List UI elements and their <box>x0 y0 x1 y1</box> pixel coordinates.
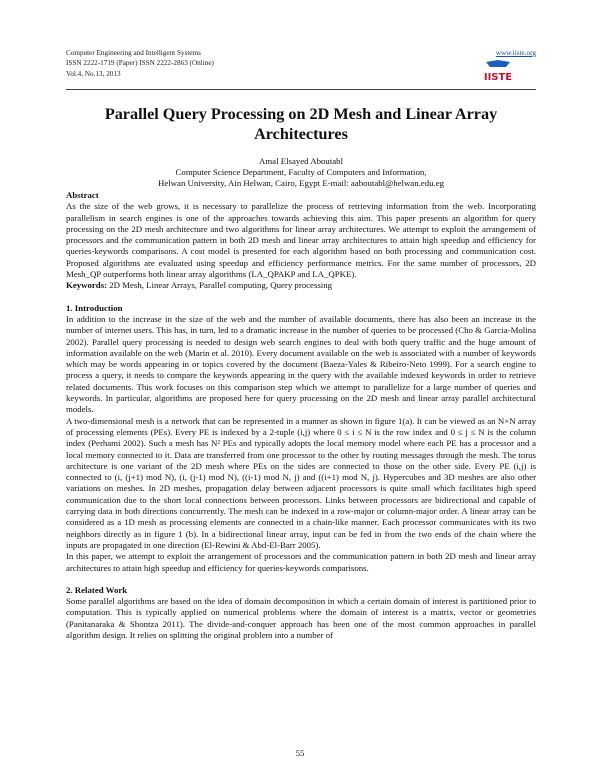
section-1-paragraph-3: In this paper, we attempt to exploit the arrangement of processors and the communication pattern in both 2D mesh and linear array architectures to attain high speedup and efficiency for queries-keywords comparisons. <box>66 551 536 573</box>
author-block <box>66 156 536 190</box>
paper-body <box>66 190 536 641</box>
volume-line: Vol.4, No.13, 2013 <box>66 69 121 78</box>
section-1-paragraph-2: A two-dimensional mesh is a network that can be represented in a manner as shown in figure 1(a). It can be viewed as an N×N array of processing elements (PEs). Every PE is indexed by a 2-tuple (i,j) where 0 ≤ i ≤ N is the row index and 0 ≤ j ≤ N is the column index (Perhami 2002). Such a mesh has N² PEs and typically adopts the local memory model where each PE has a processor and a local memory connected to it. Data are transferred from one processor to the other by routing messages through the mesh. The torus architecture is one variant of the 2D mesh where PEs on the sides are connected to those on the other side. Every PE (i,j) is connected to (i, (j+1) mod N), (i, (j-1) mod N), ((i-1) mod N, j) and ((i+1) mod N, j). Hypercubes and 3D meshes are also other variations on meshes. In 2D meshes, propagation delay between adjacent processors is quite small which facilitates high speed communication due to the short local connections between processors. Links between processors are bidirectional and capable of carrying data in both directions concurrently. The mesh can be indexed in a row-major or column-major order. A linear array can be considered as a 1D mesh as processing elements are connected in a chain-like manner. Each processor communicates with its two neighbors directly as in figure 1 (b). In a bidirectional linear array, input can be fed in from the two ends of the chain where the inputs are propagated in one direction (El-Rewini & Abd-El-Barr 2005). <box>66 415 536 550</box>
section-1-heading: 1. Introduction <box>66 302 123 313</box>
abstract-heading: Abstract <box>66 190 99 200</box>
section-2-heading: 2. Related Work <box>66 584 128 595</box>
abstract-text: As the size of the web grows, it is necessary to parallelize the process of retrieving information from the web. Incorporating parallelism in search engines is one of the approaches towards achieving this aim. This paper presents an algorithm for query processing on the 2D mesh architecture and two algorithms for linear array architectures. We attempt to exploit the arrangement of processors and the communication pattern in both 2D mesh and linear array architectures to attain high speedup and efficiency for queries-keywords comparisons. A cost model is presented for each algorithm based on both processing and communication cost. Proposed algorithms are evaluated using speedup and efficiency performance metrics. For the same number of processors, 2D Mesh_QP outperforms both linear array algorithms (LA_QPAKP and LA_QPKE). <box>66 201 536 280</box>
header-divider <box>66 89 536 90</box>
paper-title: Parallel Query Processing on 2D Mesh and Linear Array Architectures <box>104 105 498 143</box>
keywords-label: Keywords: <box>66 280 108 291</box>
journal-name: Computer Engineering and Intelligent Systems <box>66 49 201 57</box>
section-1-paragraph-1: In addition to the increase in the size of the web and the number of available documents, there has also been an increase in the number of internet users. This has, in turn, led to a dramatic increase in the number of queries to be processed (Cho & Garcia-Molina 2002). Parallel query processing is needed to design web search engines to deal with both query traffic and the huge amount of information available on the web (Marin et al. 2010). Every document available on the web is associated with a number of keywords which may be words appearing in or topics covered by the document (Baeza-Yales & Ribeiro-Neto 1999). For a search engine to process a query, it needs to compare the keywords appearing in the query with the available indexed keywords in order to retrieve related documents. This work focuses on this comparison step which we attempt to parallelize for a large number of queries and keywords. In particular, algorithms are proposed here for query processing on the 2D mesh and linear array parallel architectural models. <box>66 313 536 415</box>
issn-line: ISSN 2222-1719 (Paper) ISSN 2222-2863 (Online) <box>66 59 214 68</box>
author-affiliation-1: Computer Science Department, Faculty of Computers and Information, <box>175 167 427 178</box>
logo-text: IISTE <box>483 72 513 83</box>
journal-url-link[interactable]: www.iiste.org <box>495 49 536 57</box>
author-affiliation-2: Helwan University, Ain Helwan, Cairo, Egypt E-mail: aaboutabl@helwan.edu.eg <box>157 178 445 189</box>
keywords-text: 2D Mesh, Linear Arrays, Parallel computing, Query processing <box>109 280 333 291</box>
section-2-paragraph-1: Some parallel algorithms are based on the idea of domain decomposition in which a certain domain of interest is partitioned prior to computation. This is typically applied on numerical problems where the domain of interest is a matrix, vector or geometries (Panitanaraka & Shontza 2011). The divide-and-conquer approach has been one of the most common approaches in parallel algorithm design. It relies on splitting the original problem into a number of <box>66 596 536 640</box>
page-number: 55 <box>295 748 305 758</box>
author-name: Amal Elsayed Aboutabl <box>258 156 344 166</box>
iiste-logo <box>480 59 516 85</box>
keywords-line <box>66 280 536 291</box>
journal-header <box>66 48 536 79</box>
